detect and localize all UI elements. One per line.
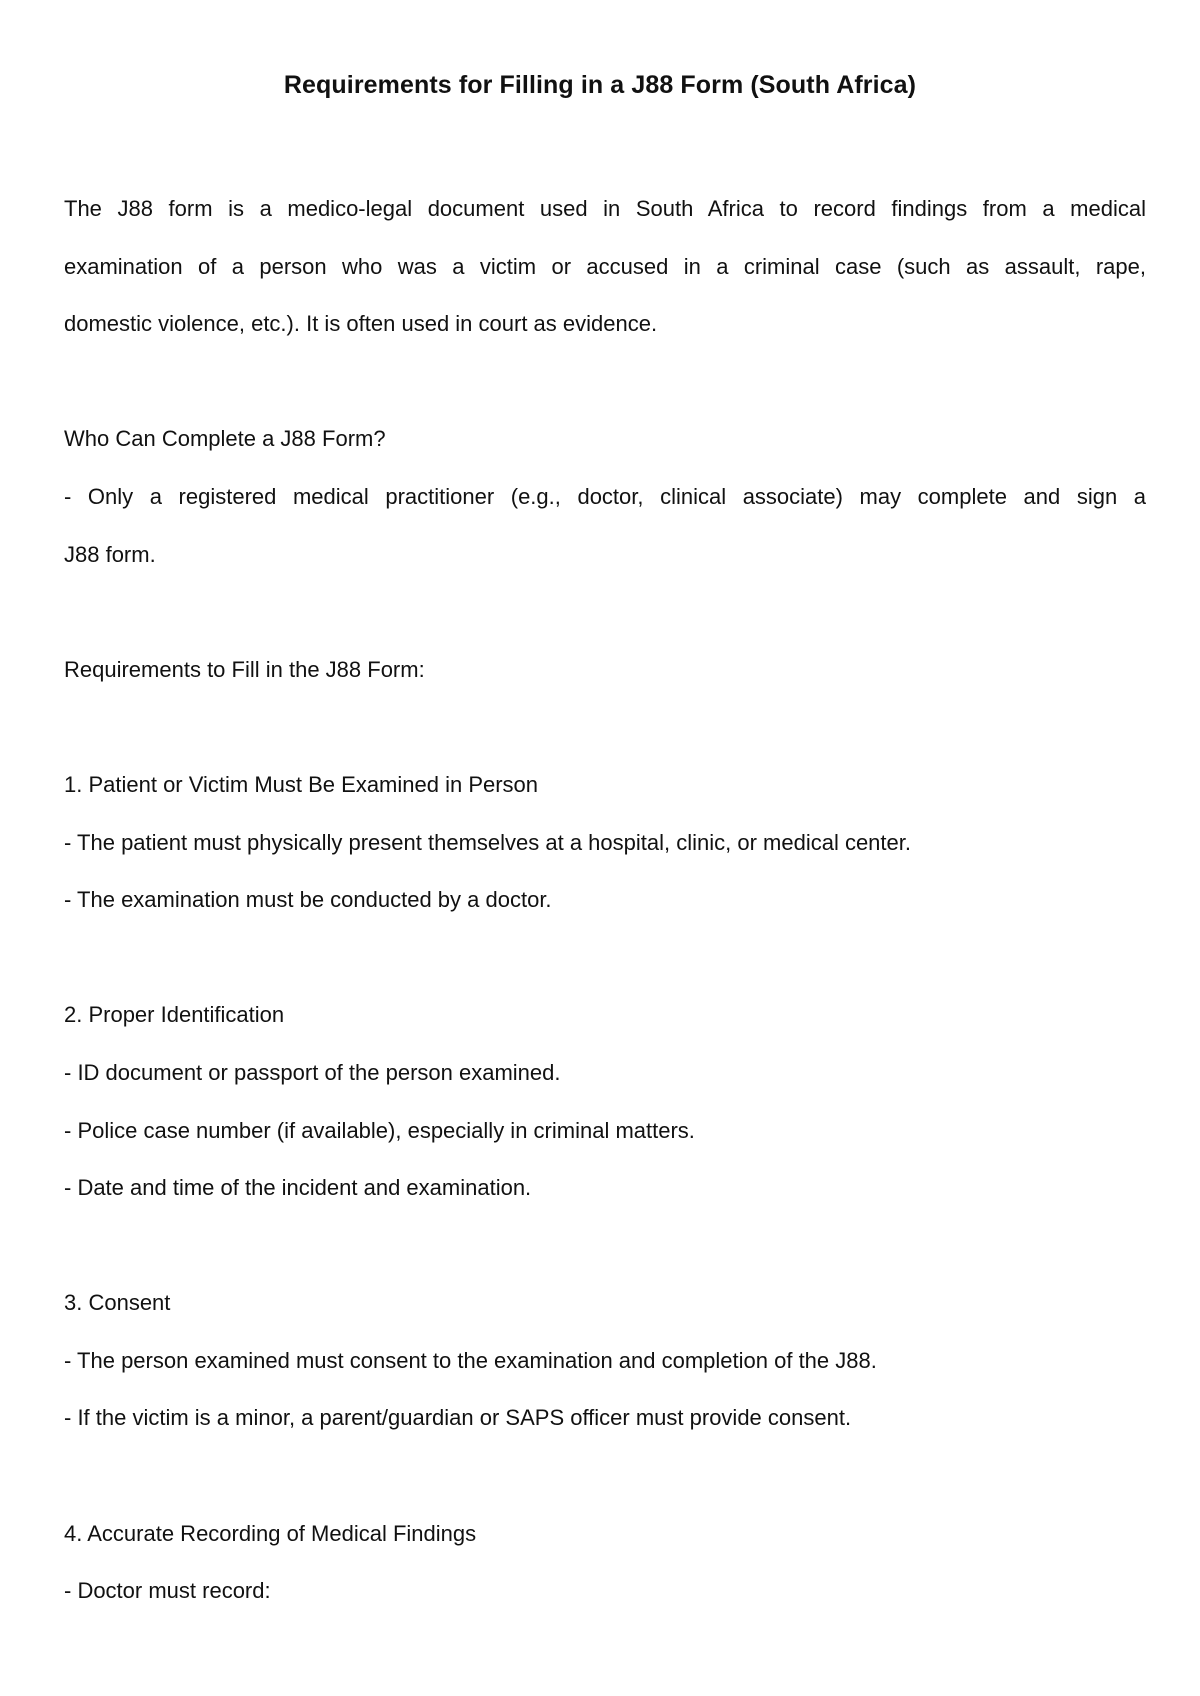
who-line: J88 form. <box>64 541 156 567</box>
intro-line: The J88 form is a medico-legal document used in South Africa to record findings from a medical <box>64 196 1146 221</box>
who-line: - Only a registered medical practitioner (e.g., doctor, clinical associate) may complete and sign a <box>64 483 1146 509</box>
section-item: - The person examined must consent to the examination and completion of the J88. <box>64 1347 877 1373</box>
spacer <box>64 1447 1146 1505</box>
intro-line: domestic violence, etc.). It is often used in court as evidence. <box>64 311 658 337</box>
document-title: Requirements for Filling in a J88 Form (South Africa) <box>283 71 917 99</box>
section-item: - Doctor must record: <box>64 1578 271 1604</box>
section-heading: 2. Proper Identification <box>64 1002 285 1028</box>
intro-line: examination of a person who was a victim or accused in a criminal case (such as assault, rape, <box>64 253 1146 279</box>
section-item: - ID document or passport of the person examined. <box>64 1059 561 1085</box>
who-heading: Who Can Complete a J88 Form? <box>64 426 386 452</box>
who-section <box>64 410 1146 583</box>
spacer <box>64 698 1146 756</box>
intro-paragraph <box>64 180 1146 353</box>
section-3 <box>64 1274 1146 1447</box>
spacer <box>64 929 1146 987</box>
section-item: - Police case number (if available), especially in criminal matters. <box>64 1117 695 1143</box>
requirements-heading: Requirements to Fill in the J88 Form: <box>64 656 425 682</box>
section-1 <box>64 756 1146 929</box>
section-heading: 4. Accurate Recording of Medical Findings <box>64 1520 477 1546</box>
section-item: - The patient must physically present themselves at a hospital, clinic, or medical center. <box>64 829 911 855</box>
section-item: - Date and time of the incident and examination. <box>64 1175 532 1201</box>
section-heading: 1. Patient or Victim Must Be Examined in Person <box>64 771 539 797</box>
spacer <box>64 1217 1146 1275</box>
section-item: - If the victim is a minor, a parent/guardian or SAPS officer must provide consent. <box>64 1405 852 1431</box>
section-2 <box>64 986 1146 1216</box>
spacer <box>64 583 1146 641</box>
section-heading: 3. Consent <box>64 1290 171 1316</box>
spacer <box>64 353 1146 411</box>
section-item: - The examination must be conducted by a doctor. <box>64 887 552 913</box>
section-4 <box>64 1505 1146 1620</box>
document-body <box>64 180 1146 1620</box>
